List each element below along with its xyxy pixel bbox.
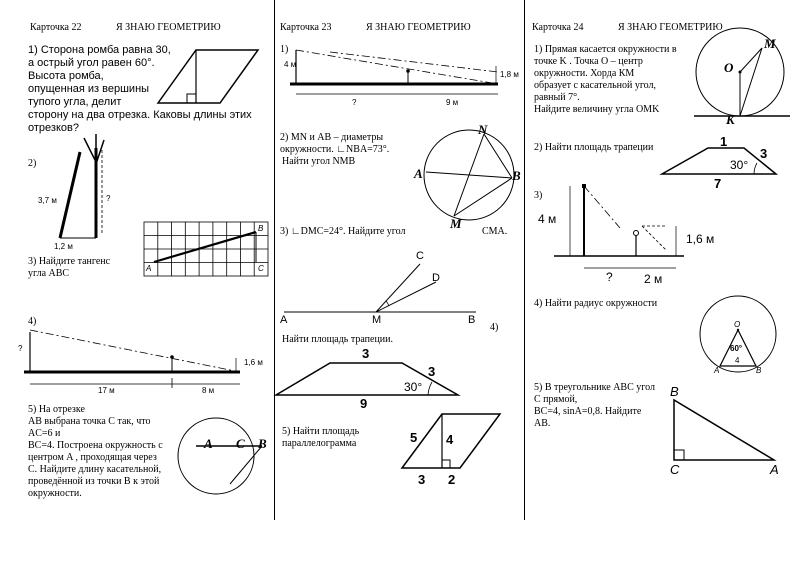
segment-1-label: 3 bbox=[418, 472, 426, 487]
task-4-number: 4) bbox=[28, 316, 37, 327]
point-m-label: M bbox=[372, 314, 382, 326]
point-o-label: O bbox=[734, 320, 741, 329]
task-2-text: 2) Найти площадь трапеции bbox=[534, 142, 654, 153]
point-b-label: B bbox=[756, 366, 762, 375]
point-c-label: C bbox=[416, 250, 424, 262]
point-c-label: C bbox=[670, 462, 680, 477]
task-4-text: 4) Найти радиус окружности bbox=[534, 298, 658, 309]
height-label: 4 bbox=[446, 432, 454, 447]
pole-height-label: 4 м bbox=[538, 212, 557, 226]
point-d-label: D bbox=[432, 272, 440, 284]
segment-2-label: 2 bbox=[448, 472, 456, 487]
height-unknown-label: ? bbox=[106, 194, 111, 203]
task-3-number: 3) bbox=[534, 190, 543, 201]
task-3-text: 3) ∟DMC=24°. Найдите угол bbox=[280, 226, 406, 237]
point-o-label: O bbox=[724, 60, 734, 75]
distance-unknown-label: ? bbox=[606, 270, 613, 284]
card-motto: Я ЗНАЮ ГЕОМЕТРИЮ bbox=[366, 22, 471, 33]
grid-label-c: C bbox=[258, 264, 264, 273]
card-motto: Я ЗНАЮ ГЕОМЕТРИЮ bbox=[116, 22, 221, 33]
slope-length-label: 3,7 м bbox=[38, 196, 57, 205]
side-label: 4 bbox=[735, 356, 740, 365]
point-a-label: A bbox=[280, 314, 288, 326]
point-b-label: B bbox=[258, 436, 267, 451]
point-a-label: A bbox=[714, 366, 720, 375]
task-1-number: 1) bbox=[280, 44, 289, 55]
distance-label: 9 м bbox=[446, 98, 459, 107]
task-3-line-1: 3) Найдите тангенс bbox=[28, 256, 111, 267]
task-4-number: 4) bbox=[490, 322, 499, 333]
point-a-label: A bbox=[204, 436, 213, 451]
top-base-label: 1 bbox=[720, 134, 728, 149]
task-2-line-2: окружности. ∟NBA=73°. bbox=[280, 144, 390, 155]
bottom-base-label: 9 bbox=[360, 396, 368, 411]
top-base-label: 3 bbox=[362, 346, 370, 361]
angle-label: 30° bbox=[404, 380, 423, 394]
point-b-label: B bbox=[468, 314, 476, 326]
angle-label: 60° bbox=[730, 344, 743, 353]
point-a-label: A bbox=[414, 166, 423, 181]
point-m-label: M bbox=[764, 36, 776, 51]
task-3-line-2: угла ABC bbox=[28, 268, 70, 279]
point-k-label: K bbox=[726, 112, 735, 127]
grid-label-b: B bbox=[258, 224, 264, 233]
distance-2-label: 8 м bbox=[202, 386, 215, 395]
grid-label-a: A bbox=[146, 264, 152, 273]
task-5-line-2: параллелограмма bbox=[282, 438, 357, 449]
card-title: Карточка 22 bbox=[30, 22, 82, 33]
point-b-label: B bbox=[512, 168, 521, 183]
person-height-label: 1,6 м bbox=[244, 358, 263, 367]
card-title: Карточка 23 bbox=[280, 22, 332, 33]
side-label: 5 bbox=[410, 430, 418, 445]
base-length-label: 1,2 м bbox=[54, 242, 73, 251]
task-2-number: 2) bbox=[28, 158, 37, 169]
distance-label: 2 м bbox=[644, 272, 663, 286]
angle-label: 30° bbox=[730, 158, 749, 172]
person-height-label: 1,6 м bbox=[686, 232, 715, 246]
person-height-label: 1,8 м bbox=[500, 70, 519, 79]
task-2-line-1: 2) MN и AB – диаметры bbox=[280, 132, 384, 143]
point-a-label: A bbox=[770, 462, 779, 477]
task-3-text-end: CMA. bbox=[482, 226, 508, 237]
card-motto: Я ЗНАЮ ГЕОМЕТРИЮ bbox=[618, 22, 723, 33]
task-5-line-1: 5) Найти площадь bbox=[282, 426, 360, 437]
point-c-label: C bbox=[236, 436, 245, 451]
task-2-line-3: Найти угол NMB bbox=[282, 156, 356, 167]
pole-height-unknown: ? bbox=[18, 344, 23, 353]
point-n-label: N bbox=[478, 122, 488, 137]
side-label: 3 bbox=[428, 364, 436, 379]
point-b-label: B bbox=[670, 384, 679, 399]
card-title: Карточка 24 bbox=[532, 22, 584, 33]
pole-height-label: 4 м bbox=[284, 60, 297, 69]
distance-1-label: 17 м bbox=[98, 386, 115, 395]
distance-unknown-label: ? bbox=[352, 98, 357, 107]
side-label: 3 bbox=[760, 146, 768, 161]
point-m-label: M bbox=[450, 216, 462, 231]
bottom-base-label: 7 bbox=[714, 176, 722, 191]
task-4-text: Найти площадь трапеции. bbox=[282, 334, 394, 345]
